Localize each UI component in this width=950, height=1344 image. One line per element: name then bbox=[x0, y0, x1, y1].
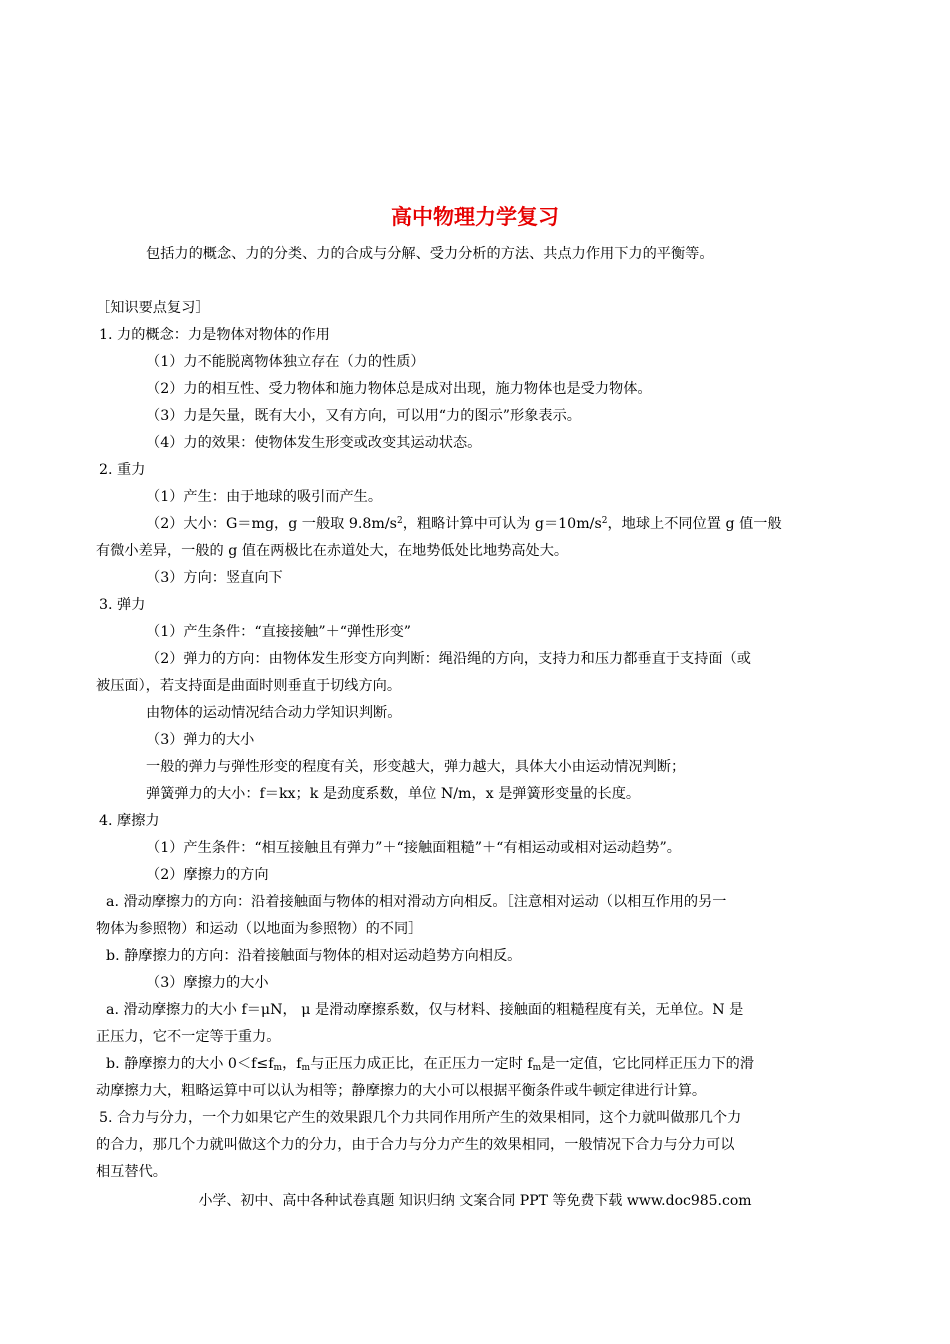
paragraph-gravity-magnitude bbox=[146, 514, 782, 534]
page-footer: 小学、初中、高中各种试卷真题 知识归纳 文案合同 PPT 等免费下载 www.doc985.com bbox=[198, 1193, 752, 1209]
paragraph: （2）力的相互性、受力物体和施力物体总是成对出现，施力物体也是受力物体。 bbox=[146, 381, 652, 397]
text: （2）大小：G＝mg，g 一般取 9.8m/s bbox=[146, 516, 397, 532]
subscript: m bbox=[273, 1063, 283, 1073]
paragraph-continued: 相互替代。 bbox=[96, 1164, 167, 1180]
text: 是一定值，它比同样正压力下的滑 bbox=[541, 1056, 755, 1072]
paragraph: （1）产生条件：“直接接触”＋“弹性形变” bbox=[146, 624, 412, 640]
text: ，粗略计算中可认为 g＝10m/s bbox=[402, 516, 602, 532]
heading-force-concept: 1. 力的概念：力是物体对物体的作用 bbox=[99, 327, 330, 343]
paragraph: b. 静摩擦力的方向：沿着接触面与物体的相对运动趋势方向相反。 bbox=[106, 948, 522, 964]
heading-gravity: 2. 重力 bbox=[99, 462, 146, 478]
paragraph: a. 滑动摩擦力的大小 f＝μN， μ 是滑动摩擦系数，仅与材料、接触面的粗糙程度有关，无单位。N 是 bbox=[106, 1002, 744, 1018]
text: ，地球上不同位置 g 值一般 bbox=[607, 516, 782, 532]
heading-resultant-force: 5. 合力与分力，一个力如果它产生的效果跟几个力共同作用所产生的效果相同，这个力就叫做那几个力 bbox=[99, 1110, 742, 1126]
paragraph: （3）弹力的大小 bbox=[146, 732, 255, 748]
paragraph: （3）方向：竖直向下 bbox=[146, 570, 283, 586]
paragraph: a. 滑动摩擦力的方向：沿着接触面与物体的相对滑动方向相反。［注意相对运动（以相互作用的另一 bbox=[106, 894, 727, 910]
paragraph: 一般的弹力与弹性形变的程度有关，形变越大，弹力越大，具体大小由运动情况判断； bbox=[146, 759, 686, 775]
text: b. 静摩擦力的大小 0＜f≤f bbox=[106, 1056, 274, 1072]
paragraph: （4）力的效果：使物体发生形变或改变其运动状态。 bbox=[146, 435, 482, 451]
paragraph: （2）弹力的方向：由物体发生形变方向判断：绳沿绳的方向，支持力和压力都垂直于支持面（或 bbox=[146, 651, 751, 667]
paragraph-continued: 的合力，那几个力就叫做这个力的分力，由于合力与分力产生的效果相同，一般情况下合力与分力可以 bbox=[96, 1137, 735, 1153]
paragraph-continued: 动摩擦力大，粗略运算中可以认为相等；静摩擦力的大小可以根据平衡条件或牛顿定律进行计算。 bbox=[96, 1083, 707, 1099]
paragraph: （3）摩擦力的大小 bbox=[146, 975, 269, 991]
superscript: 2 bbox=[601, 516, 608, 526]
paragraph: （1）力不能脱离物体独立存在（力的性质） bbox=[146, 354, 425, 370]
heading-friction: 4. 摩擦力 bbox=[99, 813, 160, 829]
paragraph: （1）产生：由于地球的吸引而产生。 bbox=[146, 489, 383, 505]
paragraph: 弹簧弹力的大小：f＝kx；k 是劲度系数，单位 N/m，x 是弹簧形变量的长度。 bbox=[146, 786, 641, 802]
subscript: m bbox=[301, 1063, 311, 1073]
paragraph: （2）摩擦力的方向 bbox=[146, 867, 269, 883]
paragraph-continued: 物体为参照物）和运动（以地面为参照物）的不同］ bbox=[96, 921, 423, 937]
paragraph: （3）力是矢量，既有大小，又有方向，可以用“力的图示”形象表示。 bbox=[146, 408, 581, 424]
paragraph: （1）产生条件：“相互接触且有弹力”＋“接触面粗糙”＋“有相运动或相对运动趋势”。 bbox=[146, 840, 681, 856]
superscript: 2 bbox=[396, 516, 403, 526]
page-title: 高中物理力学复习 bbox=[391, 204, 559, 229]
paragraph-static-friction bbox=[106, 1054, 754, 1074]
paragraph: 由物体的运动情况结合动力学知识判断。 bbox=[146, 705, 402, 721]
paragraph-continued: 正压力，它不一定等于重力。 bbox=[96, 1029, 281, 1045]
text: ，f bbox=[282, 1056, 302, 1072]
subscript: m bbox=[532, 1063, 542, 1073]
heading-elastic-force: 3. 弹力 bbox=[99, 597, 146, 613]
paragraph-continued: 被压面），若支持面是曲面时则垂直于切线方向。 bbox=[96, 678, 402, 694]
paragraph-continued: 有微小差异，一般的 g 值在两极比在赤道处大，在地势低处比地势高处大。 bbox=[96, 543, 569, 559]
subtitle: 包括力的概念、力的分类、力的合成与分解、受力分析的方法、共点力作用下力的平衡等。 bbox=[146, 246, 714, 262]
section-header: ［知识要点复习］ bbox=[96, 300, 210, 316]
text: 与正压力成正比，在正压力一定时 f bbox=[310, 1056, 533, 1072]
